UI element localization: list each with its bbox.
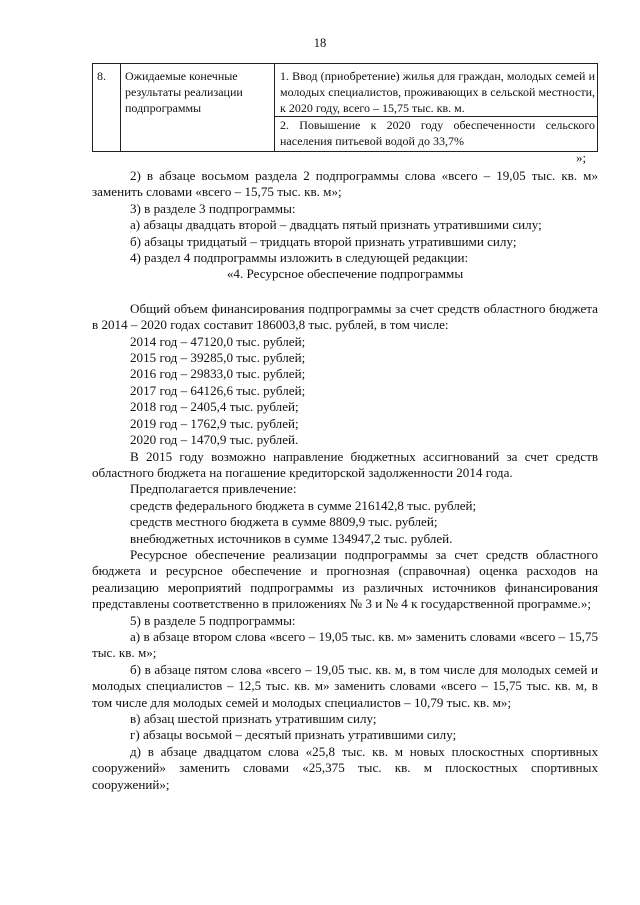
table-item-1: 1. Ввод (приобретение) жилья для граждан, молодых семей и молодых специалистов, проживающих в сельской местности, к 2020 году, всего – 15,75 тыс. кв. м.: [280, 69, 595, 115]
paragraph: 3) в разделе 3 подпрограммы:: [130, 200, 296, 216]
year-line: 2020 год – 1470,9 тыс. рублей.: [130, 432, 299, 448]
year-line: 2017 год – 64126,6 тыс. рублей;: [130, 382, 306, 398]
year-line: 2014 год – 47120,0 тыс. рублей;: [130, 333, 306, 349]
closing-quote: »;: [576, 150, 587, 165]
year-line: 2015 год – 39285,0 тыс. рублей;: [130, 350, 306, 366]
goals-table: [92, 63, 598, 152]
paragraph: 2) в абзаце восьмом раздела 2 подпрограммы слова «всего – 19,05 тыс. кв. м» заменить словами «всего – 15,75 тыс. кв. м»;: [92, 168, 598, 200]
paragraph: Ресурсное обеспечение реализации подпрограммы за счет средств областного бюджета и ресурсное обеспечение и прогнозная (справочная) оценка расходов на реализацию мероприятий подпрограммы из различных источников финансирования представлены соответственно в приложениях № 3 и № 4 к государственной программе.»;: [92, 546, 598, 612]
page-number: 18: [313, 36, 327, 50]
paragraph: а) в абзаце втором слова «всего – 19,05 тыс. кв. м» заменить словами «всего – 15,75 тыс. кв. м»;: [92, 628, 598, 661]
paragraph: средств местного бюджета в сумме 8809,9 тыс. рублей;: [130, 514, 438, 530]
year-line: 2016 год – 29833,0 тыс. рублей;: [130, 366, 306, 382]
paragraph: б) абзацы тридцатый – тридцать второй признать утратившими силу;: [130, 233, 517, 249]
table-item-2: 2. Повышение к 2020 году обеспеченности сельского населения питьевой водой до 33,7%: [275, 116, 597, 149]
year-line: 2019 год – 1762,9 тыс. рублей;: [130, 415, 299, 431]
paragraph: д) в абзаце двадцатом слова «25,8 тыс. кв. м новых плоскостных спортивных сооружений» заменить словами «25,375 тыс. кв. м плоскостных спортивных сооружений»;: [92, 743, 598, 792]
paragraph: Предполагается привлечение:: [130, 481, 297, 497]
paragraph: внебюджетных источников в сумме 134947,2 тыс. рублей.: [130, 530, 453, 546]
table-row-label: Ожидаемые конечные результаты реализации подпрограммы: [121, 64, 275, 151]
paragraph: средств федерального бюджета в сумме 216142,8 тыс. рублей;: [130, 497, 477, 513]
section-heading: «4. Ресурсное обеспечение подпрограммы: [226, 266, 464, 282]
table-row-number: 8.: [93, 64, 121, 151]
paragraph: 5) в разделе 5 подпрограммы:: [130, 612, 296, 628]
table-row-values: [275, 64, 597, 151]
paragraph: б) в абзаце пятом слова «всего – 19,05 тыс. кв. м, в том числе для молодых семей и молодых специалистов – 12,5 тыс. кв. м» заменить словами «всего – 15,75 тыс. кв. м, в том числе для молодых семей и молодых специалистов – 10,79 тыс. кв. м»;: [92, 661, 598, 710]
paragraph: а) абзацы двадцать второй – двадцать пятый признать утратившими силу;: [130, 217, 542, 233]
paragraph: в) абзац шестой признать утратившим силу;: [130, 711, 377, 726]
paragraph: Общий объем финансирования подпрограммы за счет средств областного бюджета в 2014 – 2020 годах составит 186003,8 тыс. рублей, в том числе:: [92, 300, 598, 333]
paragraph: 4) раздел 4 подпрограммы изложить в следующей редакции:: [130, 250, 469, 266]
year-line: 2018 год – 2405,4 тыс. рублей;: [130, 399, 299, 415]
document-body: [92, 168, 598, 793]
paragraph: г) абзацы восьмой – десятый признать утратившими силу;: [130, 727, 457, 743]
paragraph: В 2015 году возможно направление бюджетных ассигнований за счет средств областного бюджета на погашение кредиторской задолженности 2014 года.: [92, 448, 598, 480]
